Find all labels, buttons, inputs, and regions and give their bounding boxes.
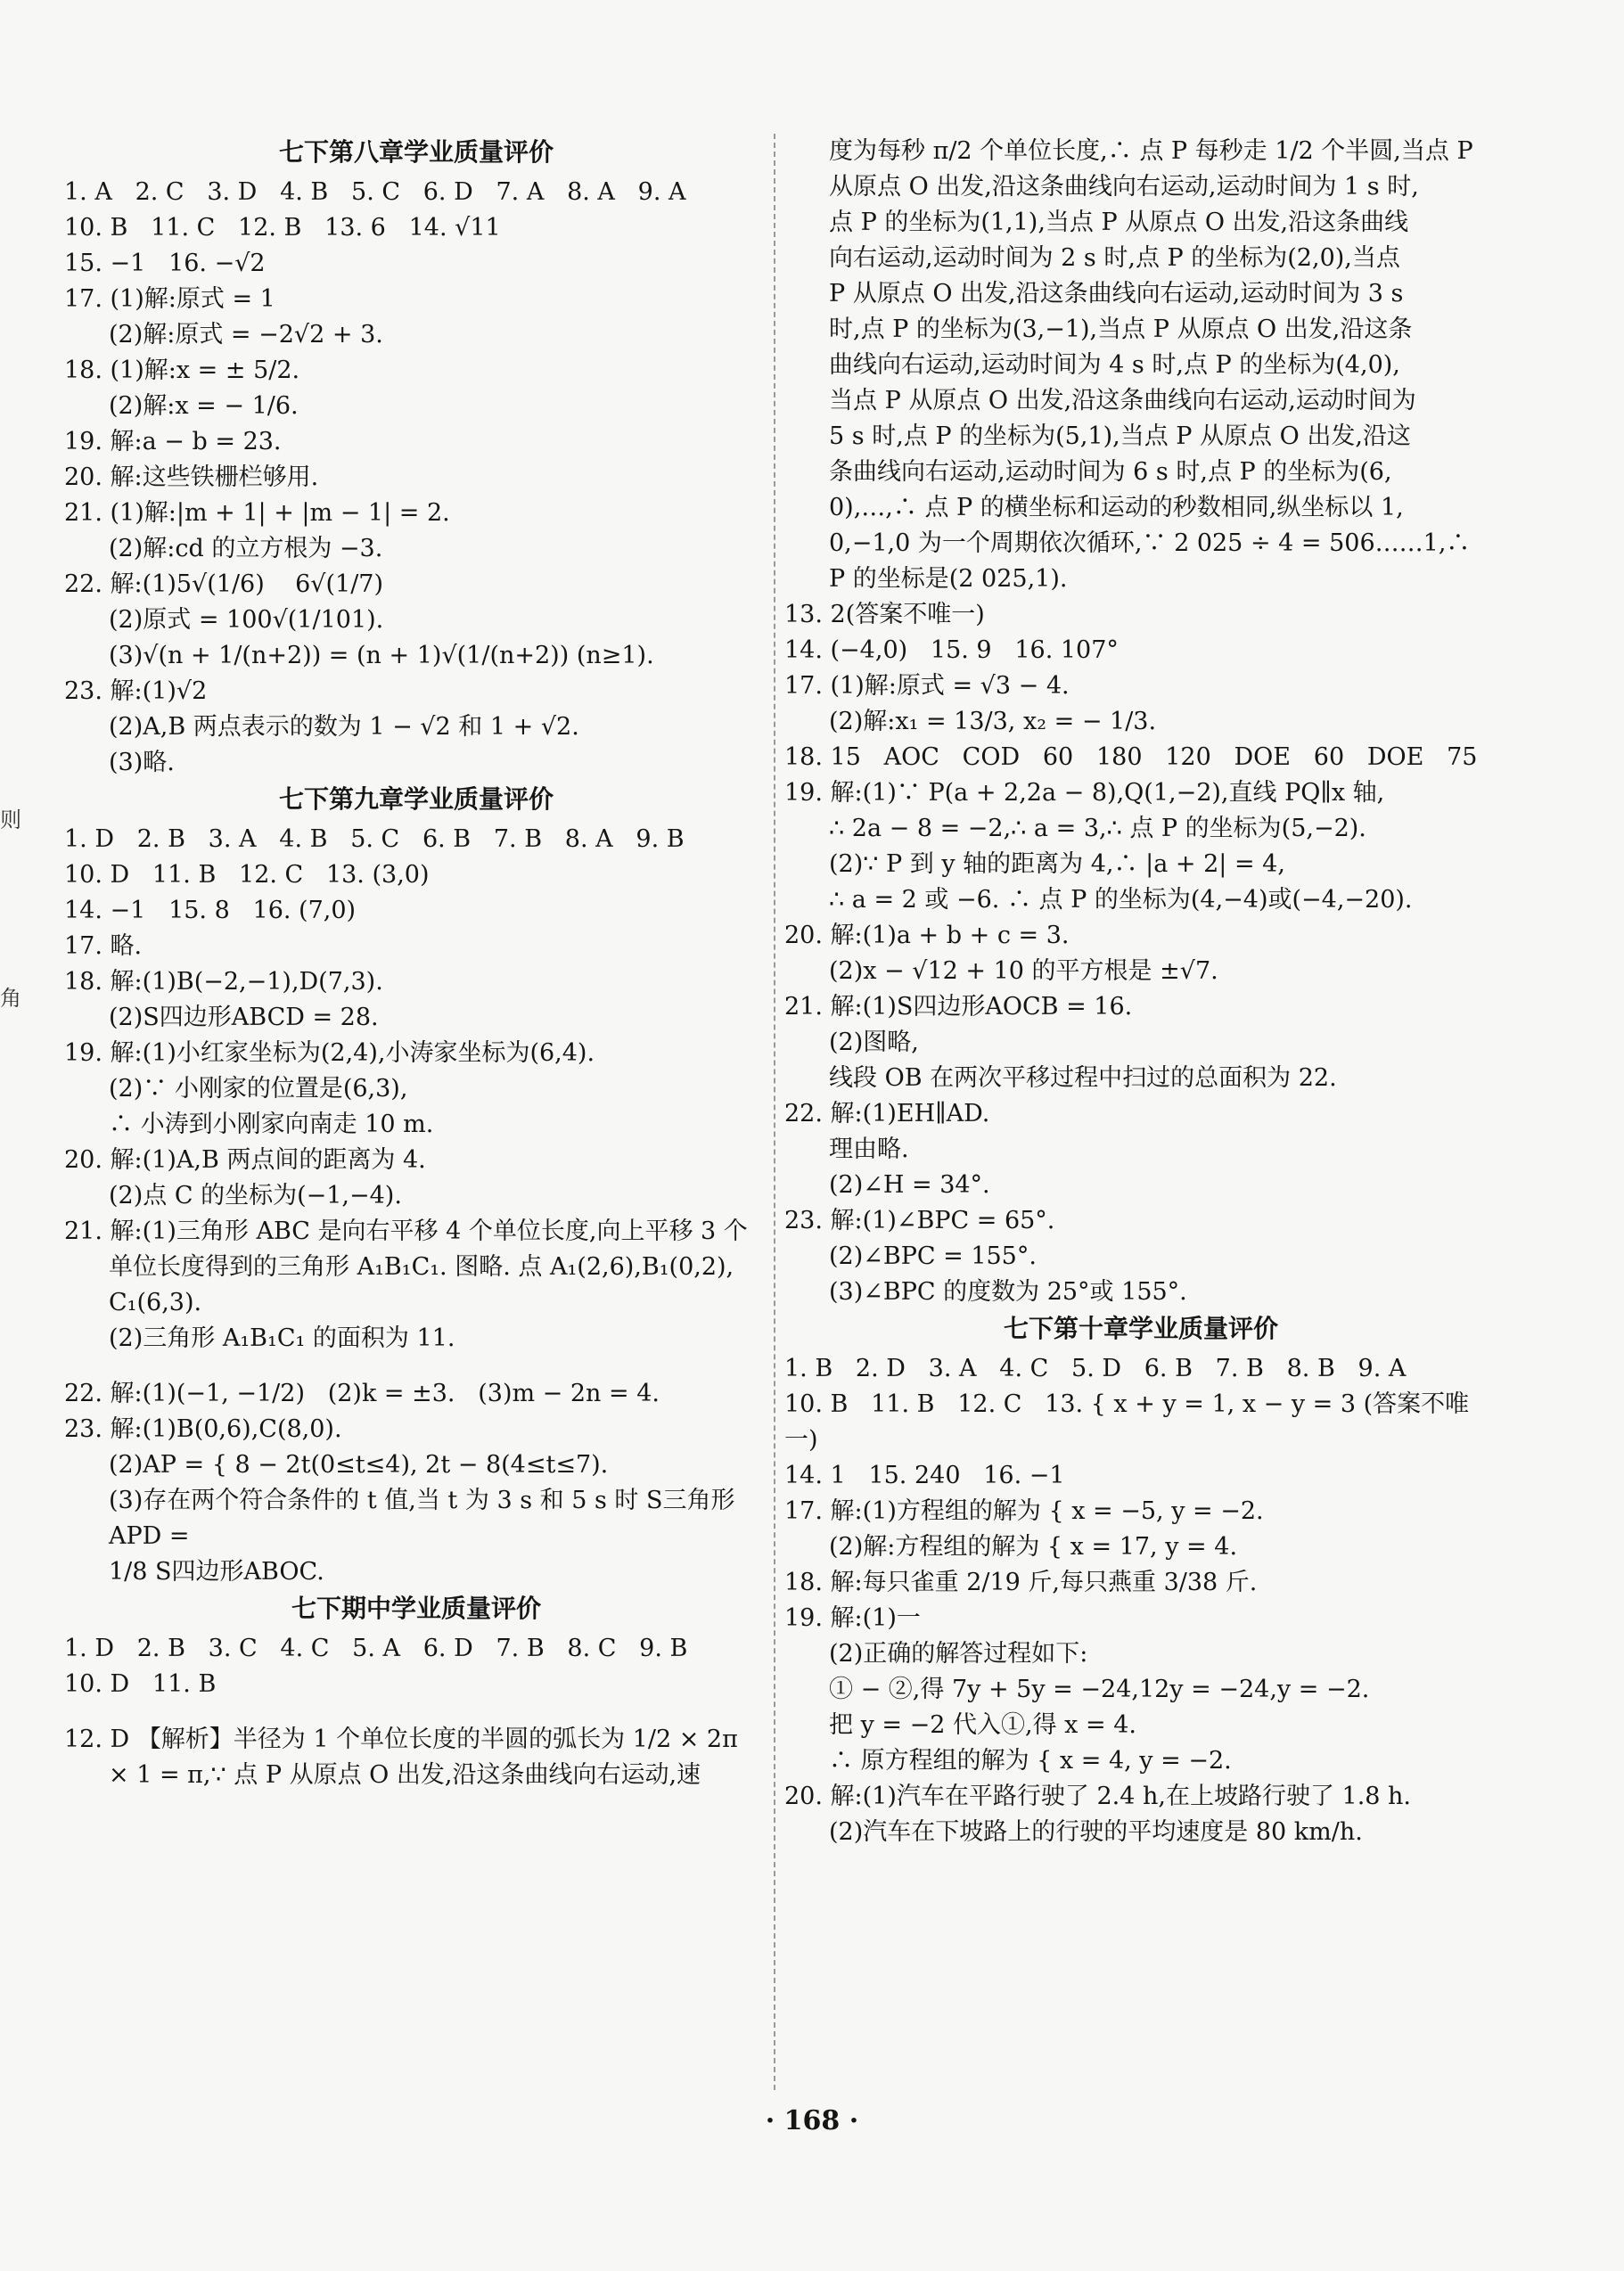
answer-line: 时,点 P 的坐标为(3,−1),当点 P 从原点 O 出发,沿这条 (829, 316, 1413, 343)
answer-line: 1. A 2. C 3. D 4. B 5. C 6. D 7. A 8. A 9. A (64, 178, 686, 206)
answer-line: 1. B 2. D 3. A 4. C 5. D 6. B 7. B 8. B 9. A (784, 1355, 1407, 1382)
section-title: 七下第八章学业质量评价 (278, 137, 554, 167)
answer-line: P 从原点 O 出发,沿这条曲线向右运动,运动时间为 3 s (829, 280, 1404, 307)
answer-line: 10. D 11. B 12. C 13. (3,0) (64, 861, 430, 889)
answer-line: ∴ 小涛到小刚家向南走 10 m. (109, 1111, 434, 1138)
right-column (784, 134, 1497, 1850)
answer-line: 17. (1)解:原式 = 1 (64, 285, 275, 313)
answer-line: (2)解:原式 = −2√2 + 3. (109, 321, 383, 348)
answer-line: (2)解:cd 的立方根为 −3. (109, 535, 383, 562)
answer-line: P 的坐标是(2 025,1). (829, 565, 1068, 593)
answer-line: 19. 解:a − b = 23. (64, 428, 282, 455)
answer-line: 22. 解:(1)EH∥AD. (784, 1100, 990, 1127)
answer-line: (2)∵ 小刚家的位置是(6,3), (109, 1075, 408, 1103)
answer-line: 12. D 【解析】半径为 1 个单位长度的半圆的弧长为 1/2 × 2π (64, 1726, 738, 1753)
answer-line: 向右运动,运动时间为 2 s 时,点 P 的坐标为(2,0),当点 (829, 244, 1400, 272)
answer-line: 18. (1)解:x = ± 5/2. (64, 357, 300, 384)
answer-line: 18. 15 AOC COD 60 180 120 DOE 60 DOE 75 (784, 743, 1478, 771)
answer-line: × 1 = π,∵ 点 P 从原点 O 出发,沿这条曲线向右运动,速 (109, 1761, 701, 1789)
answer-line: 21. 解:(1)三角形 ABC 是向右平移 4 个单位长度,向上平移 3 个 (64, 1217, 748, 1245)
answer-line: 18. 解:每只雀重 2/19 斤,每只燕重 3/38 斤. (784, 1569, 1258, 1596)
section-title: 七下期中学业质量评价 (291, 1594, 541, 1623)
answer-line: C₁(6,3). (109, 1289, 202, 1316)
answer-line: 1. D 2. B 3. C 4. C 5. A 6. D 7. B 8. C 9. B (64, 1635, 688, 1662)
section-title: 七下第十章学业质量评价 (1003, 1314, 1278, 1343)
edge-fragment-1: 则 (0, 808, 21, 832)
answer-line: (2)AP = { 8 − 2t(0≤t≤4), 2t − 8(4≤t≤7). (109, 1451, 609, 1479)
answer-line: (2)解:x₁ = 13/3, x₂ = − 1/3. (829, 708, 1157, 735)
answer-line: ① − ②,得 7y + 5y = −24,12y = −24,y = −2. (829, 1676, 1370, 1703)
answer-line: 1/8 S四边形ABOC. (109, 1558, 324, 1586)
answer-line: 0,−1,0 为一个周期依次循环,∵ 2 025 ÷ 4 = 506……1,∴ (829, 529, 1471, 557)
answer-line: 23. 解:(1)B(0,6),C(8,0). (64, 1415, 342, 1443)
answer-line: 19. 解:(1)小红家坐标为(2,4),小涛家坐标为(6,4). (64, 1039, 595, 1067)
answer-line: 条曲线向右运动,运动时间为 6 s 时,点 P 的坐标为(6, (829, 458, 1392, 486)
answer-line: (2)汽车在下坡路上的行驶的平均速度是 80 km/h. (829, 1818, 1363, 1846)
answer-line: 17. 略. (64, 932, 143, 960)
answer-line: 把 y = −2 代入①,得 x = 4. (829, 1711, 1136, 1739)
answer-line: (2)∠H = 34°. (829, 1171, 990, 1199)
answer-line: 21. (1)解:|m + 1| + |m − 1| = 2. (64, 499, 450, 527)
answer-line: 17. 解:(1)方程组的解为 { x = −5, y = −2. (784, 1497, 1264, 1525)
answer-line: 点 P 的坐标为(1,1),当点 P 从原点 O 出发,沿这条曲线 (829, 209, 1409, 236)
answer-line: 20. 解:这些铁栅栏够用. (64, 463, 319, 491)
answer-line: (2)图略, (829, 1029, 919, 1056)
answer-line: 20. 解:(1)A,B 两点间的距离为 4. (64, 1146, 426, 1174)
answer-line: (2)正确的解答过程如下: (829, 1640, 1088, 1668)
answer-line: (3)√(n + 1/(n+2)) = (n + 1)√(1/(n+2)) (n≥1). (109, 642, 654, 669)
answer-line: 度为每秒 π/2 个单位长度,∴ 点 P 每秒走 1/2 个半圆,当点 P (829, 137, 1473, 165)
answer-line: 当点 P 从原点 O 出发,沿这条曲线向右运动,运动时间为 (829, 387, 1416, 414)
answer-line: (3)略. (109, 749, 175, 776)
answer-line: 15. −1 16. −√2 (64, 250, 266, 277)
answer-line: 曲线向右运动,运动时间为 4 s 时,点 P 的坐标为(4,0), (829, 351, 1400, 379)
answer-line: 13. 2(答案不唯一) (784, 601, 985, 628)
left-column (64, 134, 768, 1793)
answer-line: 5 s 时,点 P 的坐标为(5,1),当点 P 从原点 O 出发,沿这 (829, 422, 1411, 450)
answer-line: 1. D 2. B 3. A 4. B 5. C 6. B 7. B 8. A 9. B (64, 825, 685, 853)
answer-line: (2)x − √12 + 10 的平方根是 ±√7. (829, 957, 1218, 985)
answer-line: (2)∠BPC = 155°. (829, 1242, 1037, 1270)
answer-line: (2)点 C 的坐标为(−1,−4). (109, 1182, 402, 1209)
answer-line: 17. (1)解:原式 = √3 − 4. (784, 672, 1070, 700)
answer-line: 单位长度得到的三角形 A₁B₁C₁. 图略. 点 A₁(2,6),B₁(0,2), (109, 1253, 734, 1281)
answer-line: 10. D 11. B (64, 1670, 217, 1698)
answer-line: 14. 1 15. 240 16. −1 (784, 1462, 1065, 1489)
answer-line: 10. B 11. C 12. B 13. 6 14. √11 (64, 214, 501, 242)
answer-line: (2)A,B 两点表示的数为 1 − √2 和 1 + √2. (109, 713, 579, 741)
answer-line: (2)∵ P 到 y 轴的距离为 4,∴ |a + 2| = 4, (829, 850, 1285, 878)
column-divider (774, 134, 775, 2090)
answer-line: 19. 解:(1)一 (784, 1604, 921, 1632)
answer-line: 18. 解:(1)B(−2,−1),D(7,3). (64, 968, 383, 996)
answer-line: 23. 解:(1)√2 (64, 677, 208, 705)
answer-line: ∴ a = 2 或 −6. ∴ 点 P 的坐标为(4,−4)或(−4,−20). (829, 886, 1413, 914)
answer-line: 21. 解:(1)S四边形AOCB = 16. (784, 993, 1133, 1021)
answer-line: 22. 解:(1)5√(1/6) 6√(1/7) (64, 570, 384, 598)
answer-line: ∴ 原方程组的解为 { x = 4, y = −2. (829, 1747, 1232, 1775)
answer-line: 14. (−4,0) 15. 9 16. 107° (784, 636, 1119, 664)
answer-line: 线段 OB 在两次平移过程中扫过的总面积为 22. (829, 1064, 1337, 1092)
answer-line: (3)∠BPC 的度数为 25°或 155°. (829, 1278, 1187, 1306)
answer-line: 22. 解:(1)(−1, −1/2) (2)k = ±3. (3)m − 2n = 4. (64, 1380, 660, 1407)
answer-line: (2)三角形 A₁B₁C₁ 的面积为 11. (109, 1324, 455, 1352)
answer-line: (2)S四边形ABCD = 28. (109, 1004, 379, 1031)
edge-fragment-2: 角 (0, 986, 21, 1011)
answer-line: 23. 解:(1)∠BPC = 65°. (784, 1207, 1055, 1234)
answer-line: 从原点 O 出发,沿这条曲线向右运动,运动时间为 1 s 时, (829, 173, 1419, 201)
answer-line: 理由略. (829, 1136, 909, 1163)
answer-line: (2)解:方程组的解为 { x = 17, y = 4. (829, 1533, 1238, 1561)
answer-line: (2)解:x = − 1/6. (109, 392, 299, 420)
answer-line: 19. 解:(1)∵ P(a + 2,2a − 8),Q(1,−2),直线 PQ∥x 轴, (784, 779, 1385, 807)
answer-line: 0),…,∴ 点 P 的横坐标和运动的秒数相同,纵坐标以 1, (829, 494, 1404, 521)
answer-line: (2)原式 = 100√(1/101). (109, 606, 384, 634)
answer-line: 14. −1 15. 8 16. (7,0) (64, 897, 357, 924)
answer-line: 20. 解:(1)a + b + c = 3. (784, 922, 1070, 949)
answer-line: 20. 解:(1)汽车在平路行驶了 2.4 h,在上坡路行驶了 1.8 h. (784, 1783, 1412, 1810)
section-title: 七下第九章学业质量评价 (278, 784, 554, 814)
answer-line: (3)存在两个符合条件的 t 值,当 t 为 3 s 和 5 s 时 S三角形APD = (109, 1487, 735, 1550)
page-number: · 168 · (765, 2105, 859, 2136)
answer-line: ∴ 2a − 8 = −2,∴ a = 3,∴ 点 P 的坐标为(5,−2). (829, 815, 1366, 842)
answer-line: 10. B 11. B 12. C 13. { x + y = 1, x − y = 3 (答案不唯一) (784, 1390, 1470, 1454)
